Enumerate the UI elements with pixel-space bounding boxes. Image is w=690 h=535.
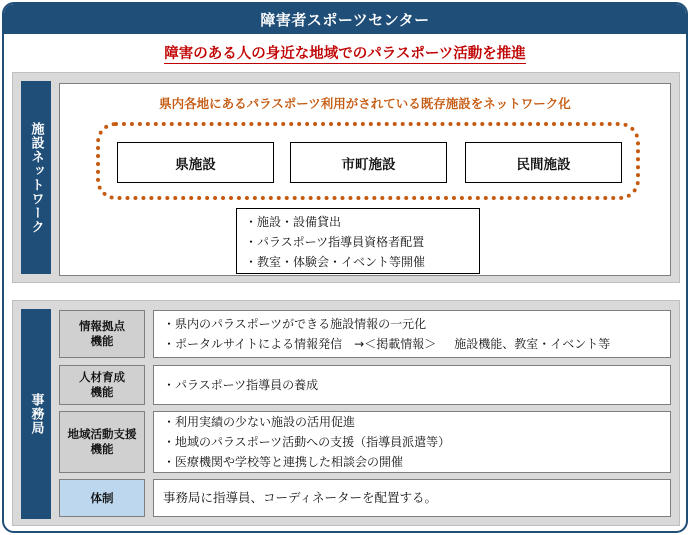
row-content xyxy=(153,310,671,358)
slogan-text: 障害のある人の身近な地域でのパラスポーツ活動を推進 xyxy=(164,46,526,62)
network-side-label: 施設ネットワーク xyxy=(21,81,51,274)
row-label xyxy=(59,411,145,473)
facility-municipal: 市町施設 xyxy=(290,142,447,183)
row-item-line xyxy=(163,334,661,354)
diagram-frame xyxy=(2,2,688,533)
row-item: ・医療機関や学校等と連携した相談会の開催 xyxy=(163,455,404,469)
office-section xyxy=(12,300,680,526)
network-heading: 県内各地にあるパラスポーツ利用がされている既存施設をネットワーク化 xyxy=(159,96,571,111)
facility-prefecture: 県施設 xyxy=(117,142,274,183)
network-section xyxy=(12,72,680,283)
office-side-label: 事務局 xyxy=(21,309,51,519)
row-item: ・パラスポーツ指導員の養成 xyxy=(163,378,319,392)
slogan xyxy=(4,42,686,63)
row-content xyxy=(153,479,671,517)
row-label-text: 情報拠点 機能 xyxy=(79,319,125,348)
facility-private: 民間施設 xyxy=(465,142,622,183)
network-services xyxy=(236,208,480,274)
row-item: 施設機能、教室・イベント等 xyxy=(454,337,611,351)
row-content xyxy=(153,365,671,405)
row-content xyxy=(153,411,671,473)
row-label-text: 体制 xyxy=(90,490,114,505)
row-item: 事務局に指導員、コーディネーターを配置する。 xyxy=(163,490,438,505)
row-label-text: 人材育成 機能 xyxy=(79,370,125,399)
row-item: ・県内のパラスポーツができる施設情報の一元化 xyxy=(163,317,427,331)
row-label xyxy=(59,365,145,405)
network-panel xyxy=(59,83,671,276)
row-item: ・地域のパラスポーツ活動への支援（指導員派遣等） xyxy=(163,435,451,449)
service-item: ・施設・設備貸出 xyxy=(245,215,342,229)
row-item: ・利用実績の少ない施設の活用促進 xyxy=(163,415,356,429)
page-title: 障害者スポーツセンター xyxy=(4,4,686,34)
service-item: ・パラスポーツ指導員資格者配置 xyxy=(245,235,425,249)
service-item: ・教室・体験会・イベント等開催 xyxy=(245,255,426,269)
row-label-text: 地域活動支援 機能 xyxy=(67,427,137,456)
row-label xyxy=(59,310,145,358)
row-item: ・ポータルサイトによる情報発信 →＜掲載情報＞ xyxy=(163,337,437,351)
row-label xyxy=(59,479,145,517)
